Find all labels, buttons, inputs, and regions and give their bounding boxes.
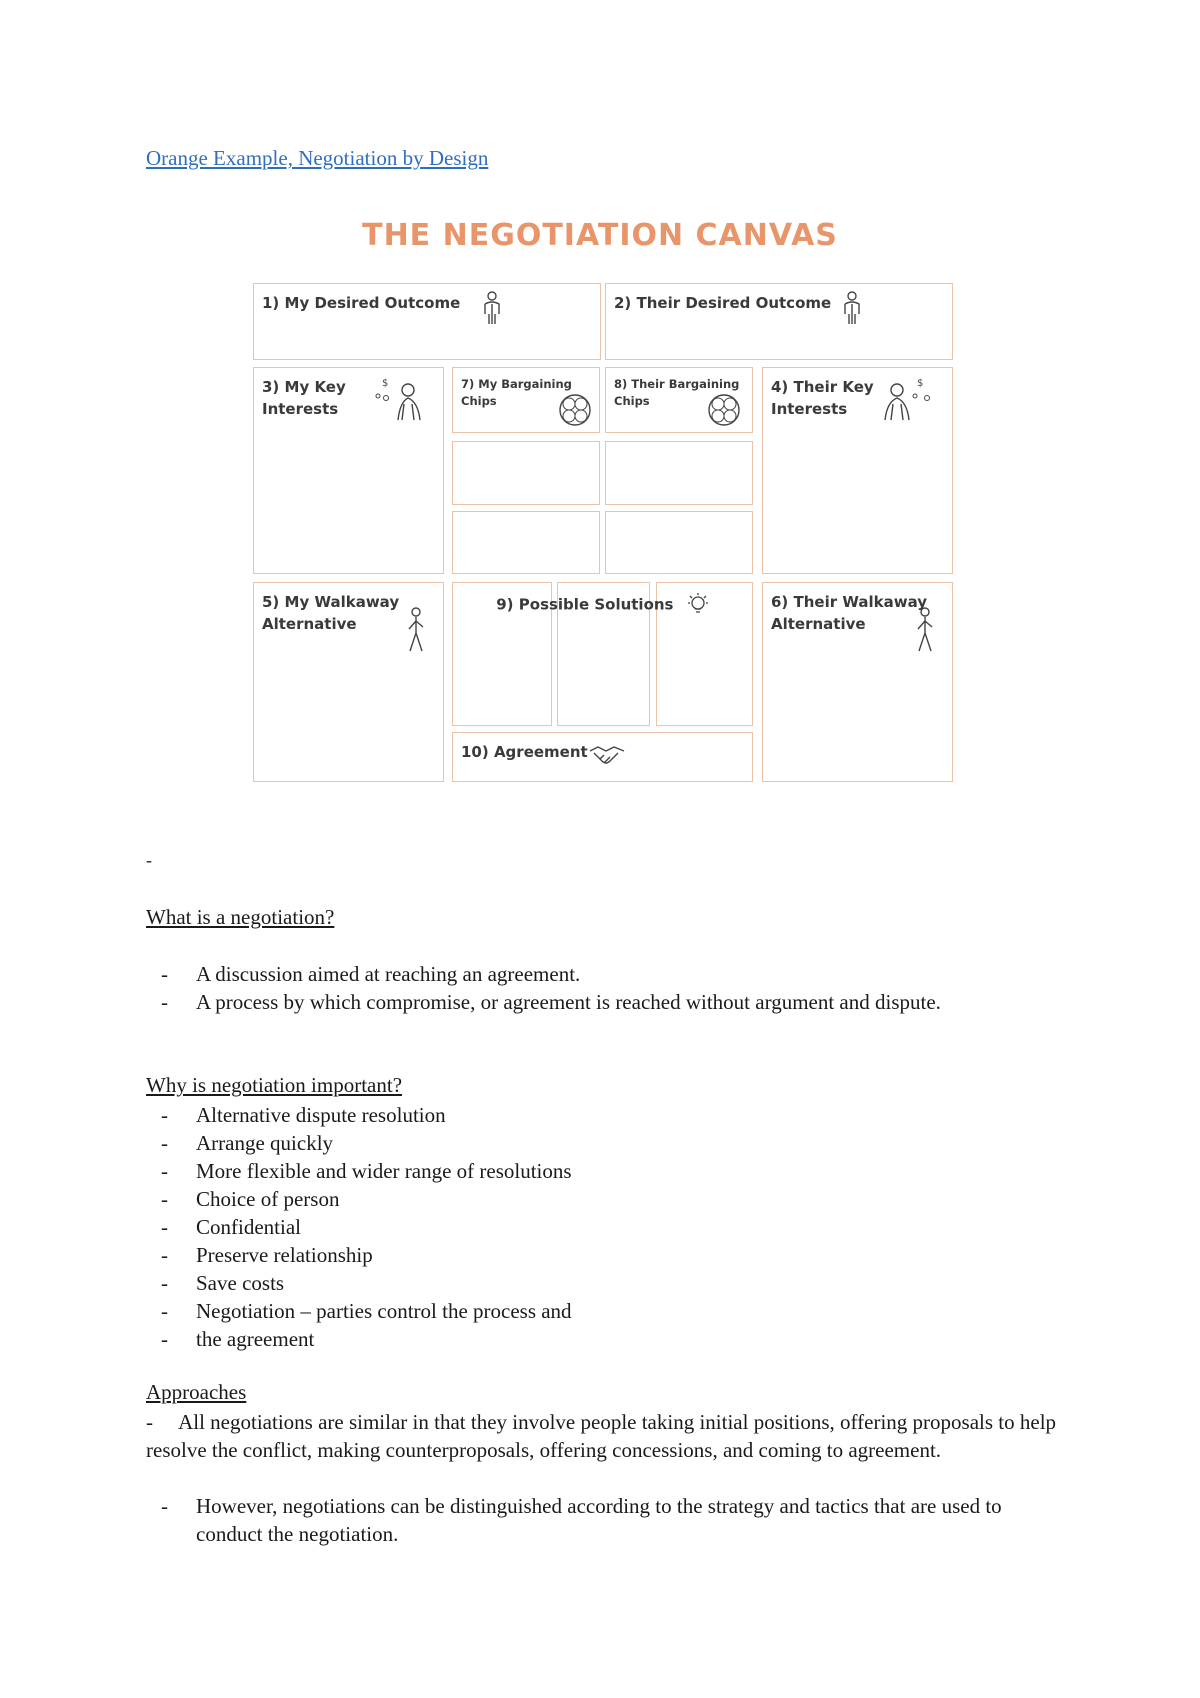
list-item: - the agreement [146,1325,1066,1353]
list-item: - Alternative dispute resolution [146,1101,1066,1129]
box-label: 10) Agreement [461,743,588,761]
box-label: 1) My Desired Outcome [262,294,461,312]
list-item: - A discussion aimed at reaching an agreement. [146,960,1066,988]
box-label: 6) Their Walkaway Alternative [771,593,928,633]
box-my-walkaway-alternative [253,582,444,782]
thinking-person-icon [881,376,933,422]
list-item: - Confidential [146,1213,1066,1241]
list-item: - However, negotiations can be distinguished according to the strategy and tactics that are used to conduct the negotiation. [146,1492,1066,1548]
person-icon [479,290,505,326]
possible-solutions-label: 9) Possible Solutions [452,592,753,618]
stray-dash: - [146,850,152,870]
approaches-paragraph: - All negotiations are similar in that they involve people taking initial positions, offering proposals to help resolve the conflict, making counterproposals, offering concessions, and coming to agreement. [146,1410,1062,1462]
heading-approaches: Approaches [146,1380,247,1404]
box-chips-row-3-left [452,511,600,574]
what-list [146,960,1066,1016]
chips-icon [557,392,593,428]
handshake-icon [588,741,626,769]
box-chips-row-2-right [605,441,753,505]
box-my-desired-outcome [253,283,601,360]
person-icon [839,290,865,326]
chips-icon [706,392,742,428]
box-agreement [452,732,753,782]
why-list [146,1101,1066,1353]
list-item: - A process by which compromise, or agreement is reached without argument and dispute. [146,988,1066,1016]
list-item: - Save costs [146,1269,1066,1297]
list-item: - Arrange quickly [146,1129,1066,1157]
box-label: 3) My Key Interests [262,378,346,418]
box-chips-row-3-right [605,511,753,574]
list-item: - Negotiation – parties control the process and [146,1297,1066,1325]
orange-example-link[interactable]: Orange Example, Negotiation by Design [146,146,489,170]
box-label: 2) Their Desired Outcome [614,294,832,312]
box-my-key-interests [253,367,444,574]
box-chips-row-2-left [452,441,600,505]
box-label: 7) My Bargaining Chips [461,377,572,408]
box-their-desired-outcome [605,283,953,360]
svg-text:$: $ [382,378,389,389]
heading-what-is-negotiation: What is a negotiation? [146,905,335,929]
walking-person-icon [915,607,935,653]
box-my-bargaining-chips [452,367,600,433]
heading-why-important: Why is negotiation important? [146,1073,403,1097]
box-their-bargaining-chips [605,367,753,433]
list-item: - Preserve relationship [146,1241,1066,1269]
box-label: 8) Their Bargaining Chips [614,377,740,408]
lightbulb-icon [687,592,709,618]
box-their-walkaway-alternative [762,582,953,782]
box-label: 5) My Walkaway Alternative [262,593,400,633]
list-item: - Choice of person [146,1185,1066,1213]
walking-person-icon [406,607,426,653]
box-label: 4) Their Key Interests [771,378,874,418]
list-item: - More flexible and wider range of resolutions [146,1157,1066,1185]
thinking-person-icon [372,376,424,422]
svg-text:$: $ [917,378,924,389]
box-their-key-interests [762,367,953,574]
canvas-title: THE NEGOTIATION CANVAS [362,218,838,253]
approaches-list [146,1492,1066,1548]
